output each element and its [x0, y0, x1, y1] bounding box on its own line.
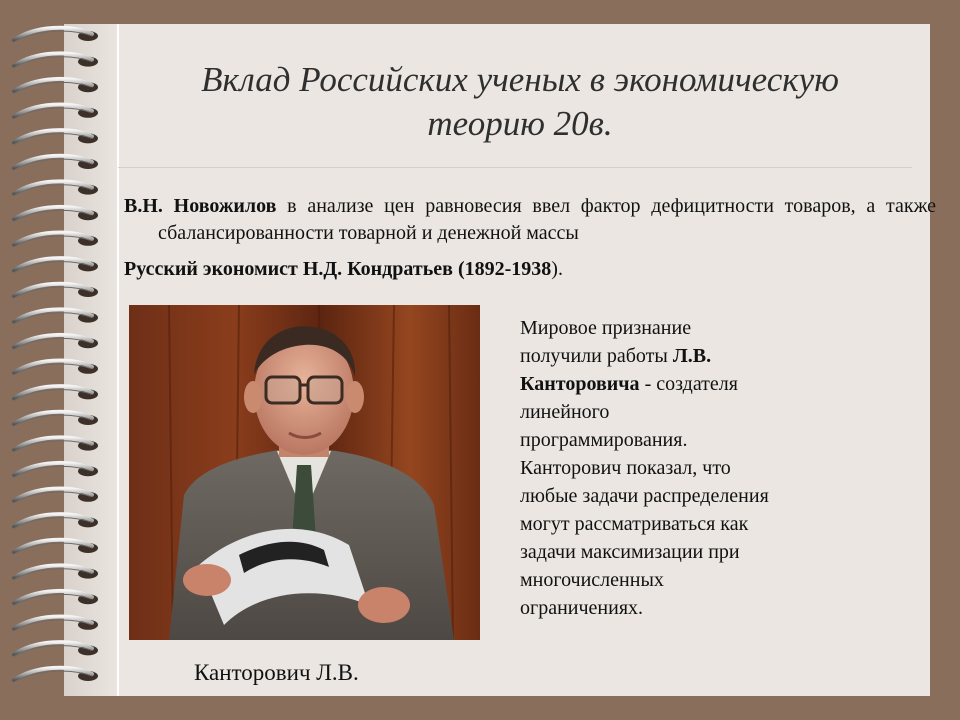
side-line: многочисленных: [520, 569, 664, 591]
kondratiev-tail: ).: [551, 258, 563, 280]
spiral-coil: [14, 335, 98, 349]
spiral-coil: [14, 53, 98, 67]
spiral-coil: [14, 565, 98, 579]
side-line: линейного: [520, 401, 610, 423]
side-line: Мировое признание: [520, 317, 692, 339]
spiral-coil: [14, 28, 98, 42]
spiral-binding-icon: [0, 22, 110, 698]
spiral-coil: [14, 361, 98, 375]
photo-caption: Канторович Л.В.: [194, 660, 359, 685]
spiral-coil: [14, 489, 98, 503]
spiral-coil: [14, 156, 98, 170]
kondratiev-paragraph: [124, 256, 902, 283]
side-line: задачи максимизации при: [520, 541, 740, 563]
spiral-coil: [14, 181, 98, 195]
side-line: Канторович показал, что: [520, 457, 731, 479]
novozhilov-name: В.Н. Новожилов: [124, 195, 277, 217]
side-line: любые задачи распределения: [520, 485, 769, 507]
novozhilov-text: в анализе цен равновесия ввел фактор дефицитности товаров, а также сбалансированности товарной и денежной массы: [158, 195, 937, 244]
title-divider: [118, 167, 912, 168]
spiral-coil: [14, 258, 98, 272]
spiral-coil: [14, 514, 98, 528]
kantorovich-description: [520, 314, 860, 622]
spiral-coil: [14, 79, 98, 93]
title-line-1: Вклад Российских ученых в экономическую: [201, 60, 839, 99]
spiral-coil: [14, 412, 98, 426]
spiral-coil: [14, 642, 98, 656]
kantorovich-photo: [129, 305, 480, 640]
side-line: получили работы Л.В.: [520, 345, 712, 367]
spiral-coil: [14, 386, 98, 400]
spiral-coil: [14, 309, 98, 323]
margin-line: [117, 24, 119, 696]
side-line: программирования.: [520, 429, 688, 451]
side-line: Канторовича - создателя: [520, 373, 738, 395]
spiral-coil: [14, 284, 98, 298]
title-line-2: теорию 20в.: [427, 104, 613, 143]
spiral-coil: [14, 437, 98, 451]
spiral-coil: [14, 105, 98, 119]
spiral-coil: [14, 130, 98, 144]
spiral-coil: [14, 463, 98, 477]
novozhilov-paragraph: [124, 193, 936, 247]
spiral-coil: [14, 591, 98, 605]
spiral-coil: [14, 540, 98, 554]
spiral-coil: [14, 617, 98, 631]
kondratiev-text: Русский экономист Н.Д. Кондратьев (1892-1938: [124, 258, 552, 280]
side-line: могут рассматриваться как: [520, 513, 749, 535]
side-line: ограничениях.: [520, 597, 644, 619]
spiral-coil: [14, 668, 98, 682]
spiral-coil: [14, 207, 98, 221]
spiral-coil: [14, 233, 98, 247]
slide-title: [130, 58, 910, 146]
